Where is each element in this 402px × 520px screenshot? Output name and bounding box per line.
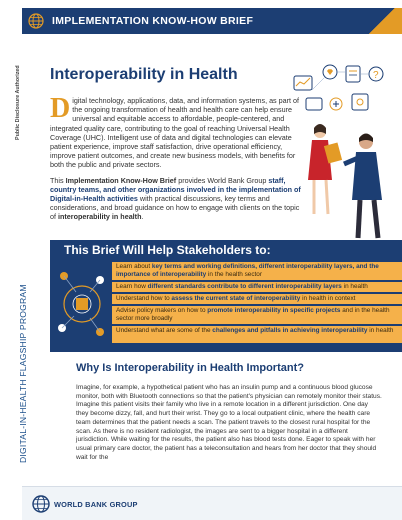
gear-icon <box>352 94 368 110</box>
cloud-icon <box>306 98 322 110</box>
people-illustration <box>286 54 402 244</box>
header-accent <box>362 8 402 34</box>
disclosure-label <box>4 8 21 148</box>
disclosure-text: Public Disclosure Authorized <box>15 65 21 140</box>
footer <box>22 486 402 520</box>
intro-paragraph-2: This Implementation Know-How Brief provides World Bank Group staff, country teams, and other organizations involved in the implementation of Digital-in-Health activities with practical discussions, key terms and considerations, and broad guidance on how to engage with clients on the topic of interoperability in health. <box>50 175 301 222</box>
stakeholders-title: This Brief Will Help Stakeholders to: <box>64 243 271 257</box>
left-margin-strip <box>0 0 28 520</box>
drop-cap: D <box>50 93 71 124</box>
stakeholders-list <box>112 262 402 345</box>
list-item: Learn how different standards contribute to different interoperability layers in health <box>112 282 402 292</box>
world-bank-globe-icon <box>32 495 50 513</box>
intro-paragraph-1: Digital technology, applications, data, and information systems, as part of the ongoing transformation of health and health care can help ensure universal and equitable access to affordable, people-centered, and integrated quality care, contributing to the goal of reaching Universal Health Coverage (UHC). Intelligent use of data and digital technologies can elevate patient experience, improve staff satisfaction, drive operational efficiency, improve patient outcomes, and create new business models, with benefits for both the public and private sectors. <box>50 93 300 170</box>
header-band <box>22 8 402 34</box>
document-title: Interoperability in Health <box>50 66 238 83</box>
stakeholders-band <box>50 240 402 352</box>
program-text: DIGITAL-IN-HEALTH FLAGSHIP PROGRAM <box>18 284 28 463</box>
svg-text:?: ? <box>373 70 379 81</box>
network-graphic-icon <box>54 262 110 348</box>
why-section-body: Imagine, for example, a hypothetical patient who has an insulin pump and a continuous blood glucose monitor, both with Bluetooth connections so that the patient's physician can remotely monitor their status. Imagine this patient visits their family who live in a remote location in a different jurisdiction. One day they become dizzy, fall, and hurt their wrist. They go to a local outpatient clinic, where the health care team determines that the patient needs a scan. The patient travels to the closest rural hospital for the scan. As there is no resident radiologist, the images are sent to a bigger hospital in a different jurisdiction. While waiting for the results, the patient also has blood tests done. Eager to speak with her usual primary care doctor, the patient has a teleconsultation and hears from her doctor that they should wait for the <box>76 384 382 461</box>
list-item: Understand how to assess the current state of interoperability in health in context <box>112 294 402 304</box>
brief-type-title: IMPLEMENTATION KNOW-HOW BRIEF <box>52 15 254 27</box>
program-label <box>6 180 28 465</box>
globe-icon <box>28 13 44 29</box>
world-bank-logo-text: WORLD BANK GROUP <box>54 499 138 509</box>
list-item: Learn about key terms and working definitions, different interoperability layers, and the importance of interoperability in the health sector <box>112 262 402 280</box>
intro-text <box>50 93 302 228</box>
world-bank-logo <box>32 495 138 513</box>
why-section-title: Why Is Interoperability in Health Important? <box>76 362 304 374</box>
document-icon <box>346 66 360 82</box>
list-item: Advise policy makers on how to promote interoperability in specific projects and in the health sector more broadly <box>112 306 402 324</box>
list-item: Understand what are some of the challenges and pitfalls in achieving interoperability in health <box>112 326 402 343</box>
